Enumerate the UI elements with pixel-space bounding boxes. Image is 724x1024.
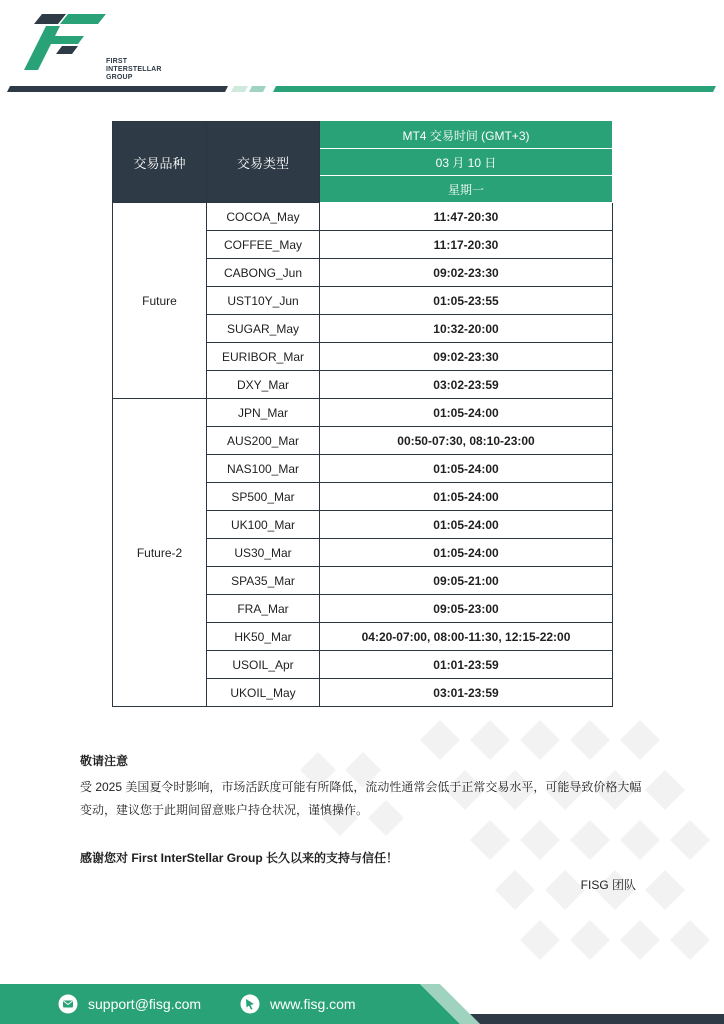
time-cell: 01:05-24:00: [320, 511, 613, 539]
time-cell: 03:01-23:59: [320, 679, 613, 707]
product-cell: EURIBOR_Mar: [207, 343, 320, 371]
time-cell: 01:05-23:55: [320, 287, 613, 315]
table-row: [113, 399, 613, 427]
product-cell: SPA35_Mar: [207, 567, 320, 595]
cursor-icon: [240, 994, 260, 1014]
table-row: [113, 203, 613, 231]
time-cell: 04:20-07:00, 08:00-11:30, 12:15-22:00: [320, 623, 613, 651]
category-cell: Future: [113, 203, 207, 399]
product-cell: US30_Mar: [207, 539, 320, 567]
header-session-title: MT4 交易时间 (GMT+3): [320, 122, 613, 149]
time-cell: 11:17-20:30: [320, 231, 613, 259]
time-cell: 10:32-20:00: [320, 315, 613, 343]
time-cell: 01:05-24:00: [320, 539, 613, 567]
trading-hours-table: [112, 121, 613, 707]
thanks-line: 感谢您对 First InterStellar Group 长久以来的支持与信任！: [80, 851, 399, 865]
header-date: 03 月 10 日: [320, 149, 613, 176]
product-cell: COFFEE_May: [207, 231, 320, 259]
product-cell: CABONG_Jun: [207, 259, 320, 287]
header-type: 交易类型: [207, 122, 320, 203]
company-logo: [24, 14, 162, 81]
product-cell: UKOIL_May: [207, 679, 320, 707]
product-cell: FRA_Mar: [207, 595, 320, 623]
product-cell: UK100_Mar: [207, 511, 320, 539]
time-cell: 09:02-23:30: [320, 259, 613, 287]
footer-website[interactable]: [240, 994, 356, 1014]
time-cell: 01:01-23:59: [320, 651, 613, 679]
signature: FISG 团队: [580, 878, 636, 892]
footer-website-text[interactable]: www.fisg.com: [270, 996, 356, 1012]
email-icon: [58, 994, 78, 1014]
time-cell: 01:05-24:00: [320, 483, 613, 511]
notice-title: 敬请注意: [80, 754, 129, 768]
time-cell: 03:02-23:59: [320, 371, 613, 399]
product-cell: UST10Y_Jun: [207, 287, 320, 315]
logo-line-2: INTERSTELLAR: [106, 66, 162, 73]
product-cell: COCOA_May: [207, 203, 320, 231]
footer-email-text[interactable]: support@fisg.com: [88, 996, 202, 1012]
product-cell: USOIL_Apr: [207, 651, 320, 679]
time-cell: 01:05-24:00: [320, 455, 613, 483]
header-product: 交易品种: [113, 122, 207, 203]
product-cell: JPN_Mar: [207, 399, 320, 427]
background-watermark: [0, 700, 724, 980]
product-cell: HK50_Mar: [207, 623, 320, 651]
product-cell: NAS100_Mar: [207, 455, 320, 483]
logo-line-3: GROUP: [106, 74, 133, 81]
time-cell: 09:05-21:00: [320, 567, 613, 595]
notice-body: 受 2025 美国夏令时影响，市场活跃度可能有所降低，流动性通常会低于正常交易水平，可能导致价格大幅变动，建议您于此期间留意账户持仓状况，谨慎操作。: [80, 780, 642, 817]
time-cell: 01:05-24:00: [320, 399, 613, 427]
header-weekday: 星期一: [320, 176, 613, 203]
footer-email[interactable]: [58, 994, 201, 1014]
product-cell: SUGAR_May: [207, 315, 320, 343]
time-cell: 11:47-20:30: [320, 203, 613, 231]
product-cell: DXY_Mar: [207, 371, 320, 399]
time-cell: 09:02-23:30: [320, 343, 613, 371]
logo-line-1: FIRST: [106, 58, 128, 65]
time-cell: 00:50-07:30, 08:10-23:00: [320, 427, 613, 455]
time-cell: 09:05-23:00: [320, 595, 613, 623]
header-divider: [0, 86, 724, 94]
logo-wordmark: [106, 58, 162, 82]
product-cell: AUS200_Mar: [207, 427, 320, 455]
product-cell: SP500_Mar: [207, 483, 320, 511]
category-cell: Future-2: [113, 399, 207, 707]
